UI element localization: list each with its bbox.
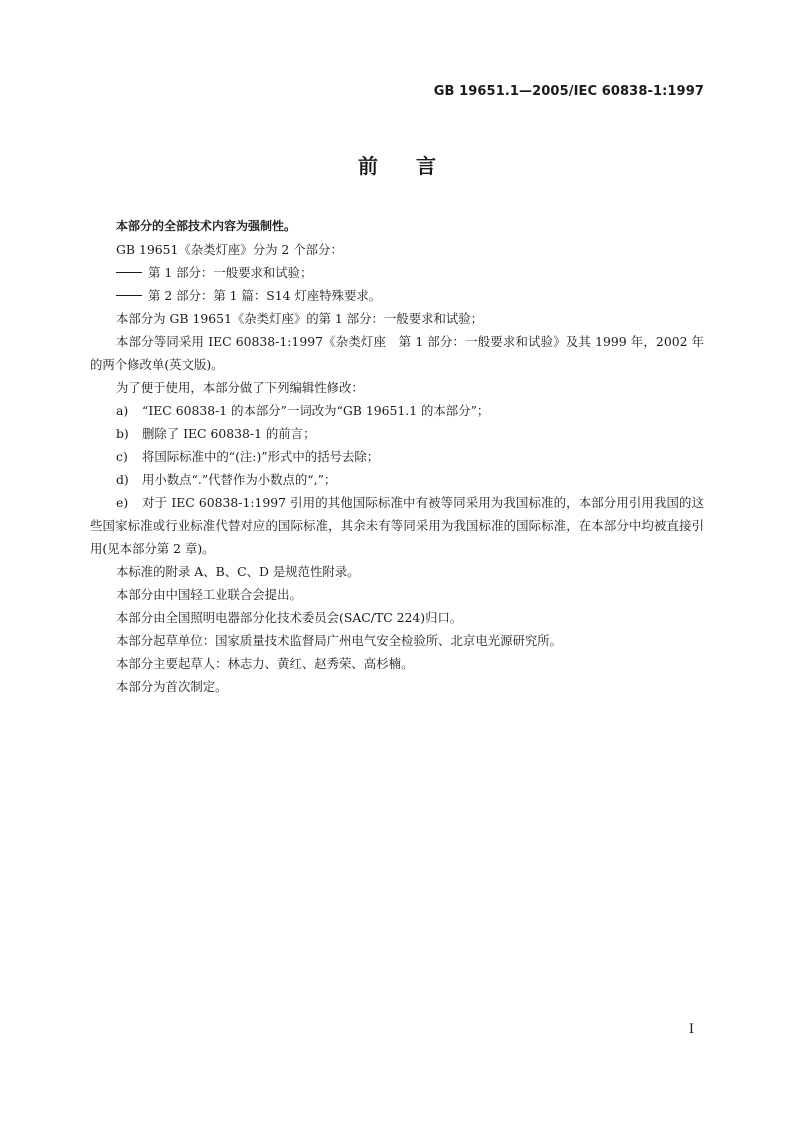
- mandatory-statement: 本部分的全部技术内容为强制性。: [116, 219, 297, 233]
- item-text: 删除了 IEC 60838-1 的前言；: [142, 426, 316, 441]
- item-marker: b): [116, 426, 129, 441]
- item-marker: c): [116, 449, 128, 464]
- paragraph-proposer: 本部分由中国轻工业联合会提出。: [116, 587, 302, 602]
- list-item-part1: [90, 261, 704, 284]
- paragraph-drafters: 本部分主要起草人：林志力、黄红、赵秀荣、高杉楠。: [116, 656, 414, 671]
- standard-code-header: GB 19651.1—2005/IEC 60838-1:1997: [433, 84, 704, 99]
- paragraph-annexes: 本标准的附录 A、B、C、D 是规范性附录。: [116, 564, 360, 579]
- paragraph-adoption: 本部分等同采用 IEC 60838-1:1997《杂类灯座 第 1 部分：一般要求和试验》及其 1999 年，2002 年的两个修改单(英文版)。: [90, 334, 704, 372]
- paragraph-edits-intro: 为了便于使用，本部分做了下列编辑性修改：: [116, 380, 364, 395]
- page-number: I: [688, 1022, 694, 1037]
- list-item-text: 第 1 部分：一般要求和试验；: [148, 265, 313, 280]
- item-text: 用小数点“.”代替作为小数点的“,”；: [142, 472, 337, 487]
- paragraph-drafting-units: 本部分起草单位：国家质量技术监督局广州电气安全检验所、北京电光源研究所。: [116, 633, 563, 648]
- paragraph-structure: GB 19651《杂类灯座》分为 2 个部分：: [116, 242, 343, 257]
- item-text: 将国际标准中的“(注:)”形式中的括号去除；: [142, 449, 380, 464]
- page-title: 前言: [358, 154, 474, 178]
- edit-item-c: [90, 445, 704, 468]
- dash-marker: [116, 272, 142, 273]
- foreword-body: [90, 215, 704, 698]
- list-item-part2: [90, 284, 704, 307]
- item-marker: e): [116, 495, 129, 510]
- item-text: “IEC 60838-1 的本部分”一词改为“GB 19651.1 的本部分”；: [142, 403, 490, 418]
- paragraph-first-edition: 本部分为首次制定。: [116, 679, 228, 694]
- list-item-text: 第 2 部分：第 1 篇：S14 灯座特殊要求。: [148, 288, 382, 303]
- edit-item-d: [90, 468, 704, 491]
- item-marker: d): [116, 472, 129, 487]
- edit-item-a: [90, 399, 704, 422]
- item-text: 对于 IEC 60838-1:1997 引用的其他国际标准中有被等同采用为我国标准的，本部分用引用我国的这些国家标准或行业标准代替对应的国际标准，其余未有等同采用为我国标准的国际标准，在本部分中均被直接引用(见本部分第 2 章)。: [90, 495, 704, 556]
- dash-marker: [116, 295, 142, 296]
- item-marker: a): [116, 403, 129, 418]
- paragraph-committee: 本部分由全国照明电器部分化技术委员会(SAC/TC 224)归口。: [116, 610, 463, 625]
- paragraph-scope: 本部分为 GB 19651《杂类灯座》的第 1 部分：一般要求和试验；: [116, 311, 484, 326]
- edit-item-e: [90, 491, 704, 560]
- edit-item-b: [90, 422, 704, 445]
